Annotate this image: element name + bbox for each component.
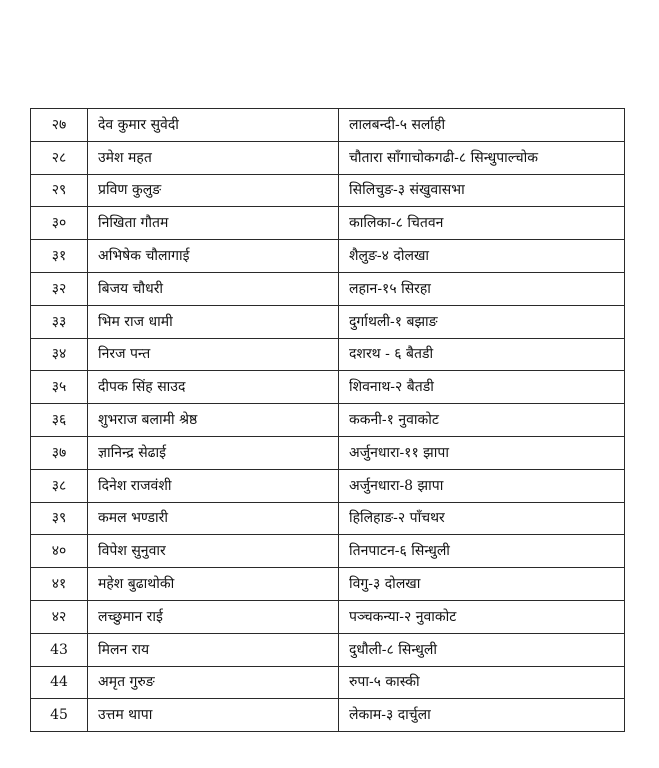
serial-number-cell: २७ xyxy=(31,109,88,142)
name-cell: भिम राज धामी xyxy=(88,305,339,338)
table-row xyxy=(31,469,625,502)
serial-number-cell: ३६ xyxy=(31,404,88,437)
address-cell: दशरथ - ६ बैतडी xyxy=(339,338,625,371)
name-cell: बिजय चौधरी xyxy=(88,272,339,305)
name-cell: मिलन राय xyxy=(88,633,339,666)
address-cell: अर्जुनधारा-8 झापा xyxy=(339,469,625,502)
name-cell: निरज पन्त xyxy=(88,338,339,371)
table-row xyxy=(31,535,625,568)
address-cell: रुपा-५ कास्की xyxy=(339,666,625,699)
address-cell: लेकाम-३ दार्चुला xyxy=(339,699,625,732)
name-cell: प्रविण कुलुङ xyxy=(88,174,339,207)
address-cell: लालबन्दी-५ सर्लाही xyxy=(339,109,625,142)
name-cell: दीपक सिंह साउद xyxy=(88,371,339,404)
address-cell: हिलिहाङ-२ पाँचथर xyxy=(339,502,625,535)
table-row xyxy=(31,207,625,240)
table-row xyxy=(31,371,625,404)
serial-number-cell: ३९ xyxy=(31,502,88,535)
table-row xyxy=(31,436,625,469)
address-cell: तिनपाटन-६ सिन्धुली xyxy=(339,535,625,568)
serial-number-cell: ३३ xyxy=(31,305,88,338)
serial-number-cell: ४१ xyxy=(31,568,88,601)
address-cell: शैलुङ-४ दोलखा xyxy=(339,240,625,273)
table-row xyxy=(31,633,625,666)
serial-number-cell: ३४ xyxy=(31,338,88,371)
name-cell: कमल भण्डारी xyxy=(88,502,339,535)
table-row xyxy=(31,404,625,437)
table-row xyxy=(31,699,625,732)
table-row xyxy=(31,240,625,273)
name-cell: अभिषेक चौलागाई xyxy=(88,240,339,273)
table-row xyxy=(31,109,625,142)
name-cell: देव कुमार सुवेदी xyxy=(88,109,339,142)
table-row xyxy=(31,141,625,174)
serial-number-cell: ३५ xyxy=(31,371,88,404)
name-cell: उमेश महत xyxy=(88,141,339,174)
address-cell: ककनी-१ नुवाकोट xyxy=(339,404,625,437)
table-row xyxy=(31,502,625,535)
address-cell: शिवनाथ-२ बैतडी xyxy=(339,371,625,404)
address-cell: अर्जुनधारा-११ झापा xyxy=(339,436,625,469)
address-cell: दुर्गाथली-१ बझाङ xyxy=(339,305,625,338)
table-row xyxy=(31,666,625,699)
serial-number-cell: ३७ xyxy=(31,436,88,469)
participant-table xyxy=(30,108,625,732)
table-row xyxy=(31,568,625,601)
serial-number-cell: ४२ xyxy=(31,600,88,633)
name-cell: दिनेश राजवंशी xyxy=(88,469,339,502)
serial-number-cell: ३१ xyxy=(31,240,88,273)
name-cell: ज्ञानिन्द्र सेढाई xyxy=(88,436,339,469)
address-cell: दुधौली-८ सिन्धुली xyxy=(339,633,625,666)
table-row xyxy=(31,600,625,633)
address-cell: चौतारा साँगाचोकगढी-८ सिन्धुपाल्चोक xyxy=(339,141,625,174)
name-cell: शुभराज बलामी श्रेष्ठ xyxy=(88,404,339,437)
table-row xyxy=(31,338,625,371)
serial-number-cell: 45 xyxy=(31,699,88,732)
name-cell: निखिता गौतम xyxy=(88,207,339,240)
address-cell: कालिका-८ चितवन xyxy=(339,207,625,240)
participant-table-body xyxy=(31,109,625,732)
name-cell: महेश बुढाथोकी xyxy=(88,568,339,601)
serial-number-cell: ३० xyxy=(31,207,88,240)
table-row xyxy=(31,174,625,207)
address-cell: सिलिचुङ-३ संखुवासभा xyxy=(339,174,625,207)
name-cell: अमृत गुरुङ xyxy=(88,666,339,699)
name-cell: उत्तम थापा xyxy=(88,699,339,732)
name-cell: विपेश सुनुवार xyxy=(88,535,339,568)
table-row xyxy=(31,272,625,305)
name-cell: लच्छुमान राई xyxy=(88,600,339,633)
serial-number-cell: ३२ xyxy=(31,272,88,305)
table-row xyxy=(31,305,625,338)
serial-number-cell: २९ xyxy=(31,174,88,207)
serial-number-cell: ४० xyxy=(31,535,88,568)
serial-number-cell: ३८ xyxy=(31,469,88,502)
address-cell: विगु-३ दोलखा xyxy=(339,568,625,601)
serial-number-cell: 44 xyxy=(31,666,88,699)
serial-number-cell: २८ xyxy=(31,141,88,174)
address-cell: लहान-१५ सिरहा xyxy=(339,272,625,305)
address-cell: पञ्चकन्या-२ नुवाकोट xyxy=(339,600,625,633)
serial-number-cell: 43 xyxy=(31,633,88,666)
